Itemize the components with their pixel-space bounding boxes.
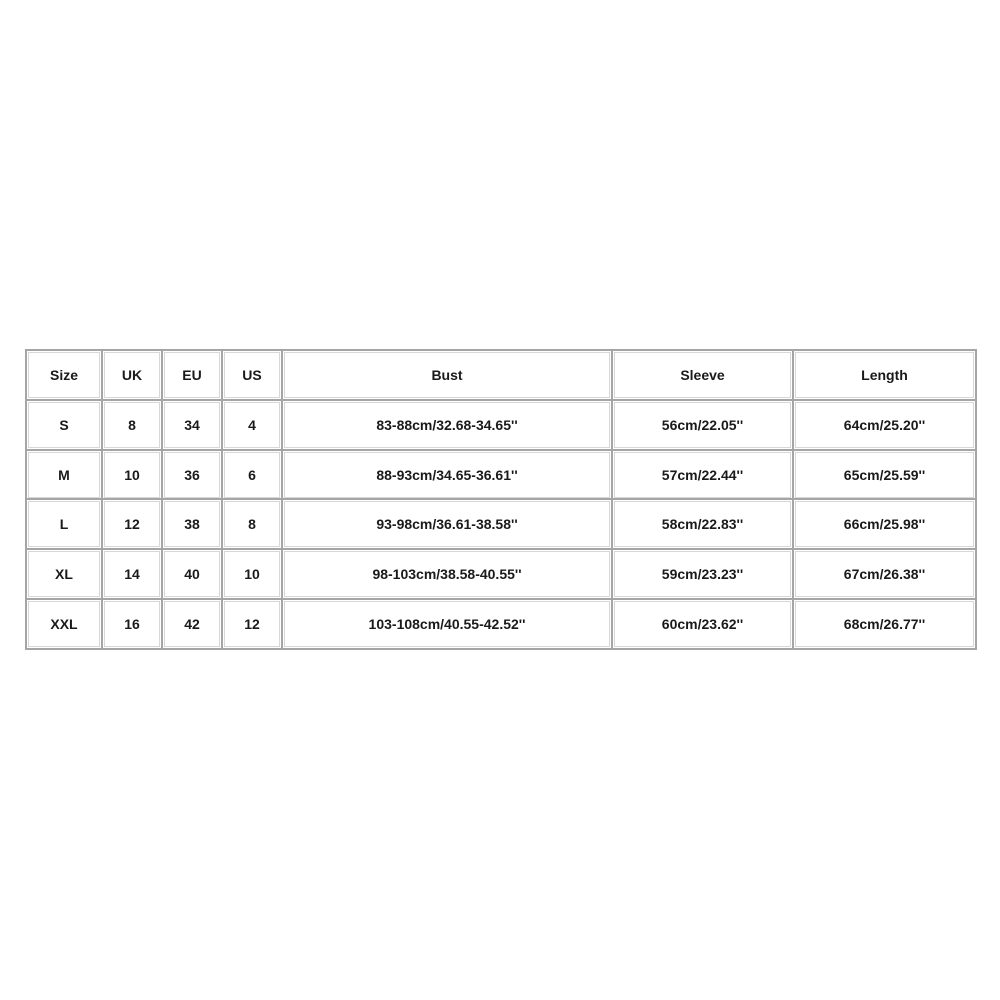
table-cell: 83-88cm/32.68-34.65'' [282,400,612,450]
table-cell: 57cm/22.44'' [612,450,793,500]
table-cell: 65cm/25.59'' [793,450,976,500]
table-row [26,499,976,549]
table-cell: 6 [222,450,282,500]
table-cell: 12 [102,499,162,549]
table-cell: 34 [162,400,222,450]
table-cell: M [26,450,102,500]
table-cell: 58cm/22.83'' [612,499,793,549]
table-cell: L [26,499,102,549]
header-cell: Sleeve [612,350,793,400]
table-cell: 38 [162,499,222,549]
table-cell: 40 [162,549,222,599]
table-cell: 103-108cm/40.55-42.52'' [282,599,612,649]
table-cell: 60cm/23.62'' [612,599,793,649]
table-cell: 8 [222,499,282,549]
table-cell: 66cm/25.98'' [793,499,976,549]
table-row [26,599,976,649]
table-cell: 64cm/25.20'' [793,400,976,450]
table-cell: 10 [222,549,282,599]
table-cell: 8 [102,400,162,450]
size-chart-table [25,349,977,650]
table-cell: 14 [102,549,162,599]
table-header-row [26,350,976,400]
header-cell: US [222,350,282,400]
table-row [26,400,976,450]
table-cell: XL [26,549,102,599]
table-cell: 10 [102,450,162,500]
table-cell: 88-93cm/34.65-36.61'' [282,450,612,500]
table-cell: 67cm/26.38'' [793,549,976,599]
table-cell: 68cm/26.77'' [793,599,976,649]
table-cell: 4 [222,400,282,450]
table-cell: XXL [26,599,102,649]
table-cell: 93-98cm/36.61-38.58'' [282,499,612,549]
table-cell: 12 [222,599,282,649]
header-cell: Length [793,350,976,400]
table-cell: 56cm/22.05'' [612,400,793,450]
table-cell: S [26,400,102,450]
table-cell: 42 [162,599,222,649]
header-cell: Size [26,350,102,400]
table-row [26,549,976,599]
table-row [26,450,976,500]
header-cell: Bust [282,350,612,400]
table-cell: 16 [102,599,162,649]
table-cell: 59cm/23.23'' [612,549,793,599]
header-cell: EU [162,350,222,400]
table-cell: 98-103cm/38.58-40.55'' [282,549,612,599]
header-cell: UK [102,350,162,400]
table-cell: 36 [162,450,222,500]
